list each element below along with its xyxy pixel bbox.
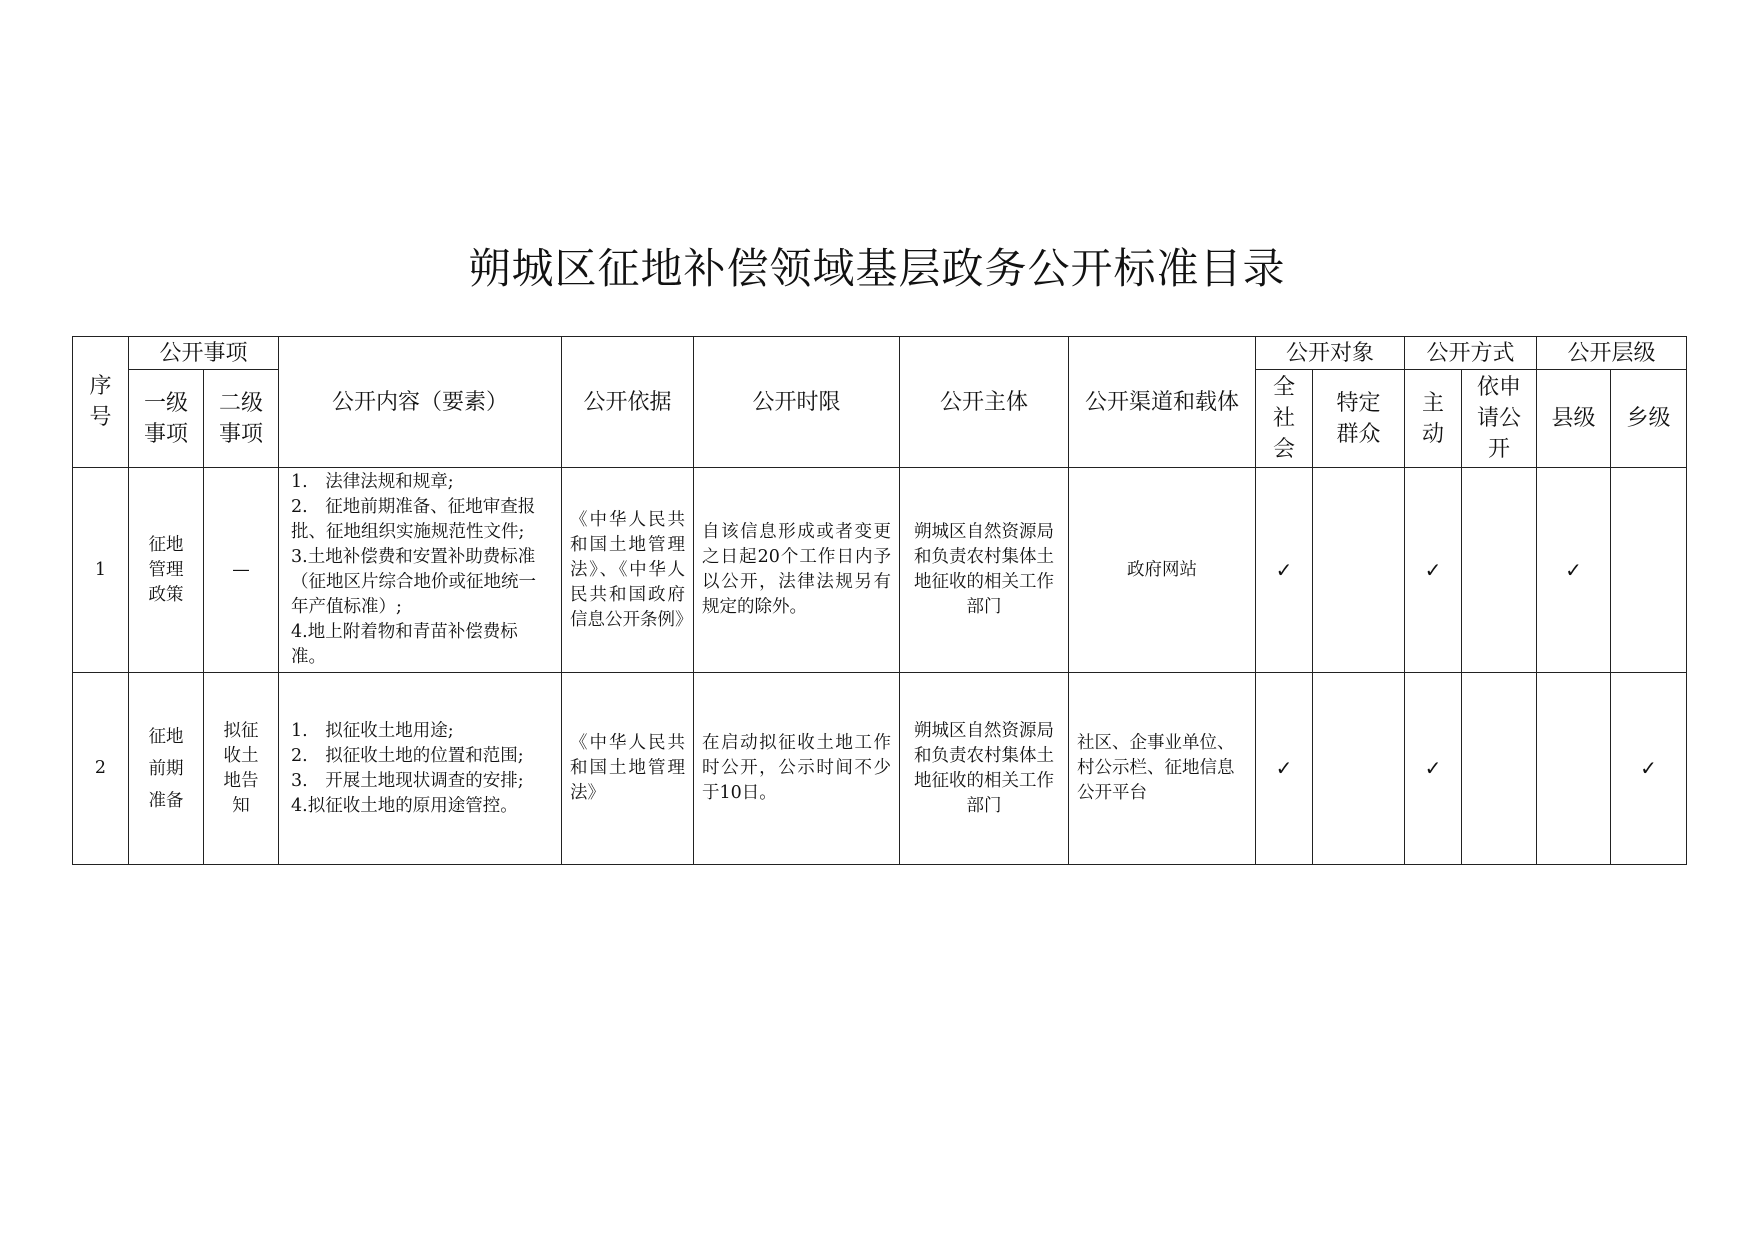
- content-item: 4.拟征收土地的原用途管控。: [291, 795, 518, 816]
- header-seq: 序号: [73, 337, 129, 468]
- page-title: 朔城区征地补偿领域基层政务公开标准目录: [468, 244, 1286, 293]
- catalog-table: [72, 336, 1687, 865]
- content-item: 2. 征地前期准备、征地审查报批、征地组织实施规范性文件;: [291, 497, 536, 542]
- check-icon: ✓: [1256, 468, 1313, 673]
- content-item: 1. 法律法规和规章;: [291, 472, 454, 492]
- content-item: 3.土地补偿费和安置补助费标准（征地区片综合地价或征地统一年产值标准）;: [291, 547, 537, 617]
- header-method-active: 主动: [1405, 370, 1462, 468]
- row-level2: 拟征收土地告知: [204, 673, 279, 865]
- header-basis: 公开依据: [562, 337, 694, 468]
- row-time-limit: 在启动拟征收土地工作时公开，公示时间不少于10日。: [694, 673, 900, 865]
- check-icon: ✓: [1405, 468, 1462, 673]
- header-items-group: 公开事项: [129, 337, 279, 370]
- header-subject: 公开主体: [900, 337, 1069, 468]
- table-row: [73, 468, 1687, 673]
- content-item: 2. 拟征收土地的位置和范围;: [291, 745, 524, 766]
- check-icon: ✓: [1611, 673, 1687, 865]
- row-level-town: [1611, 468, 1687, 673]
- check-icon: ✓: [1537, 468, 1611, 673]
- header-target-all: 全社会: [1256, 370, 1313, 468]
- row-subject: 朔城区自然资源局和负责农村集体土地征收的相关工作部门: [900, 673, 1069, 865]
- header-content: 公开内容（要素）: [279, 337, 562, 468]
- header-method-apply: 依申请公开: [1462, 370, 1537, 468]
- row-basis: 《中华人民共和国土地管理法》、《中华人民共和国政府信息公开条例》: [562, 468, 694, 673]
- row-method-apply: [1462, 468, 1537, 673]
- row-level1: 征地前期准备: [129, 673, 204, 865]
- row-level2: —: [204, 468, 279, 673]
- header-time-limit: 公开时限: [694, 337, 900, 468]
- check-icon: ✓: [1405, 673, 1462, 865]
- row-seq: 1: [73, 468, 129, 673]
- table-row: [73, 673, 1687, 865]
- header-channel: 公开渠道和载体: [1069, 337, 1256, 468]
- row-content: [279, 468, 562, 673]
- row-level-county: [1537, 673, 1611, 865]
- row-level1: 征地管理政策: [129, 468, 204, 673]
- header-level-group: 公开层级: [1537, 337, 1687, 370]
- row-subject: 朔城区自然资源局和负责农村集体土地征收的相关工作部门: [900, 468, 1069, 673]
- row-channel: 社区、企事业单位、村公示栏、征地信息公开平台: [1069, 673, 1256, 865]
- row-basis: 《中华人民共和国土地管理法》: [562, 673, 694, 865]
- row-target-specific: [1313, 468, 1405, 673]
- header-level-county: 县级: [1537, 370, 1611, 468]
- row-content: [279, 673, 562, 865]
- header-level1: 一级事项: [129, 370, 204, 468]
- header-target-group: 公开对象: [1256, 337, 1405, 370]
- content-item: 4.地上附着物和青苗补偿费标准。: [291, 622, 518, 667]
- row-seq: 2: [73, 673, 129, 865]
- row-method-apply: [1462, 673, 1537, 865]
- header-method-group: 公开方式: [1405, 337, 1537, 370]
- content-item: 1. 拟征收土地用途;: [291, 720, 454, 741]
- header-target-specific: 特定群众: [1313, 370, 1405, 468]
- header-level-town: 乡级: [1611, 370, 1687, 468]
- check-icon: ✓: [1256, 673, 1313, 865]
- row-time-limit: 自该信息形成或者变更之日起20个工作日内予以公开，法律法规另有规定的除外。: [694, 468, 900, 673]
- row-target-specific: [1313, 673, 1405, 865]
- header-level2: 二级事项: [204, 370, 279, 468]
- content-item: 3. 开展土地现状调查的安排;: [291, 770, 524, 791]
- row-channel: 政府网站: [1069, 468, 1256, 673]
